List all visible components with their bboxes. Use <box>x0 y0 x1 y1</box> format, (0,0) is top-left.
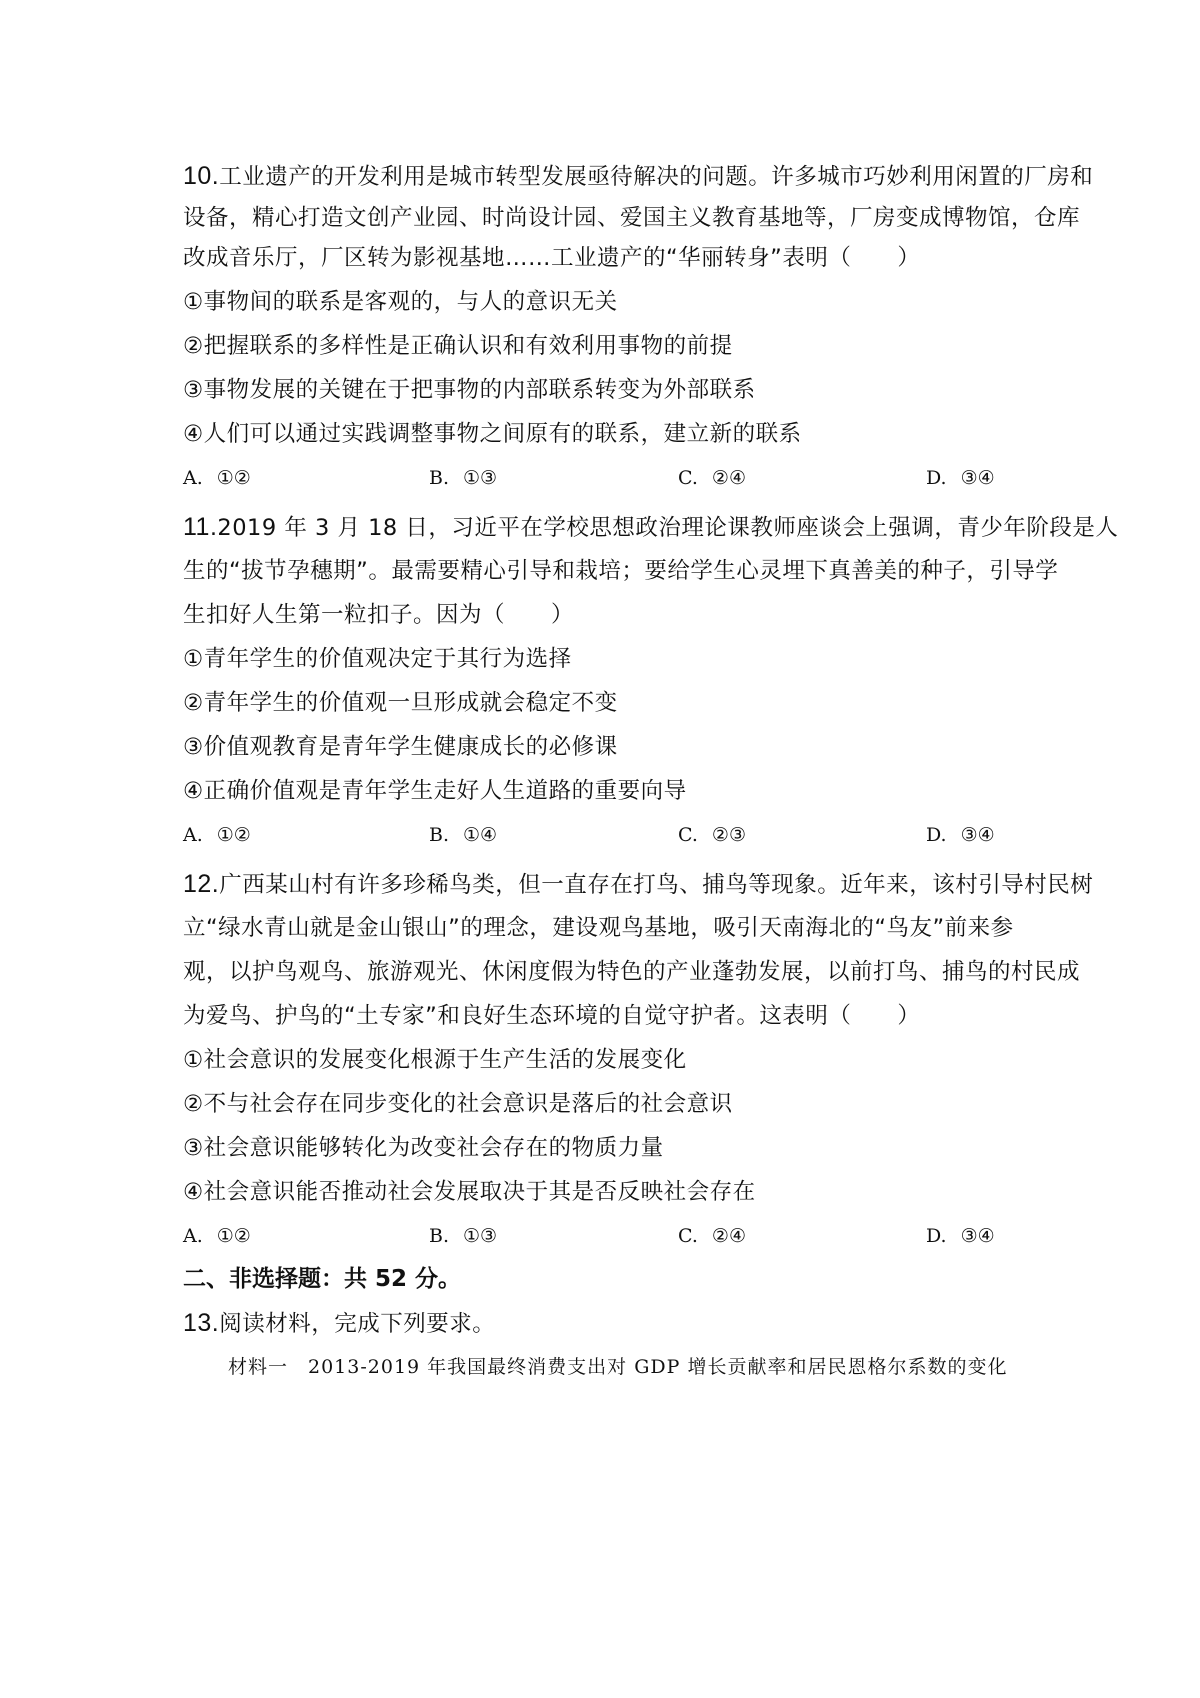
question-11-line-3: 生扣好人生第一粒扣子。因为（ ） <box>183 602 575 628</box>
question-12-item-3: ③社会意识能够转化为改变社会存在的物质力量 <box>183 1135 664 1161</box>
question-10-item-1: ①事物间的联系是客观的，与人的意识无关 <box>183 289 618 315</box>
question-10-options <box>183 463 1063 493</box>
question-12-line-1: 12.广西某山村有许多珍稀鸟类，但一直存在打鸟、捕鸟等现象。近年来，该村引导村民树 <box>183 870 1094 898</box>
question-11-number: 11. <box>183 513 218 541</box>
option-c: C. ②④ <box>678 467 746 489</box>
question-13-number: 13. <box>183 1309 220 1337</box>
question-10-line-2: 设备，精心打造文创产业园、时尚设计园、爱国主义教育基地等，厂房变成博物馆，仓库 <box>183 205 1081 231</box>
option-d: D. ③④ <box>926 1225 995 1247</box>
question-13-line-1: 13.阅读材料，完成下列要求。 <box>183 1309 496 1337</box>
option-c: C. ②③ <box>678 824 746 846</box>
question-12-line-3: 观，以护鸟观鸟、旅游观光、休闲度假为特色的产业蓬勃发展，以前打鸟、捕鸟的村民成 <box>183 959 1081 985</box>
option-b: B. ①④ <box>429 824 498 846</box>
option-c: C. ②④ <box>678 1225 746 1247</box>
option-a: A. ①② <box>183 1225 251 1247</box>
question-11-item-2: ②青年学生的价值观一旦形成就会稳定不变 <box>183 690 618 716</box>
question-11-item-4: ④正确价值观是青年学生走好人生道路的重要向导 <box>183 778 687 804</box>
option-b: B. ①③ <box>429 467 498 489</box>
question-12-line-4: 为爱鸟、护鸟的“土专家”和良好生态环境的自觉守护者。这表明（ ） <box>183 1003 921 1029</box>
question-10-line-1: 10.工业遗产的开发利用是城市转型发展亟待解决的问题。许多城市巧妙利用闲置的厂房和 <box>183 162 1094 190</box>
material-caption: 材料一 2013-2019 年我国最终消费支出对 GDP 增长贡献率和居民恩格尔系数的变化 <box>228 1356 1008 1378</box>
question-10-line-3: 改成音乐厅，厂区转为影视基地……工业遗产的“华丽转身”表明（ ） <box>183 245 921 271</box>
question-10-item-4: ④人们可以通过实践调整事物之间原有的联系，建立新的联系 <box>183 421 802 447</box>
question-12-number: 12. <box>183 870 220 898</box>
question-12-item-4: ④社会意识能否推动社会发展取决于其是否反映社会存在 <box>183 1179 756 1205</box>
question-12-item-1: ①社会意识的发展变化根源于生产生活的发展变化 <box>183 1047 687 1073</box>
question-11-line-1: 11.2019 年 3 月 18 日，习近平在学校思想政治理论课教师座谈会上强调，青少年阶段是人 <box>183 513 1119 541</box>
option-a: A. ①② <box>183 467 251 489</box>
option-d: D. ③④ <box>926 824 995 846</box>
question-10-number: 10. <box>183 162 220 190</box>
section-heading: 二、非选择题：共 52 分。 <box>183 1266 462 1292</box>
question-12-line-2: 立“绿水青山就是金山银山”的理念，建设观鸟基地，吸引天南海北的“鸟友”前来参 <box>183 915 1014 941</box>
option-d: D. ③④ <box>926 467 995 489</box>
option-b: B. ①③ <box>429 1225 498 1247</box>
question-12-options <box>183 1221 1063 1251</box>
question-11-item-3: ③价值观教育是青年学生健康成长的必修课 <box>183 734 618 760</box>
option-a: A. ①② <box>183 824 251 846</box>
question-10-item-3: ③事物发展的关键在于把事物的内部联系转变为外部联系 <box>183 377 756 403</box>
question-11-line-2: 生的“拔节孕穗期”。最需要精心引导和栽培；要给学生心灵埋下真善美的种子，引导学 <box>183 558 1059 584</box>
question-10-item-2: ②把握联系的多样性是正确认识和有效利用事物的前提 <box>183 333 733 359</box>
question-11-item-1: ①青年学生的价值观决定于其行为选择 <box>183 646 572 672</box>
question-12-item-2: ②不与社会存在同步变化的社会意识是落后的社会意识 <box>183 1091 733 1117</box>
question-11-options <box>183 820 1063 850</box>
